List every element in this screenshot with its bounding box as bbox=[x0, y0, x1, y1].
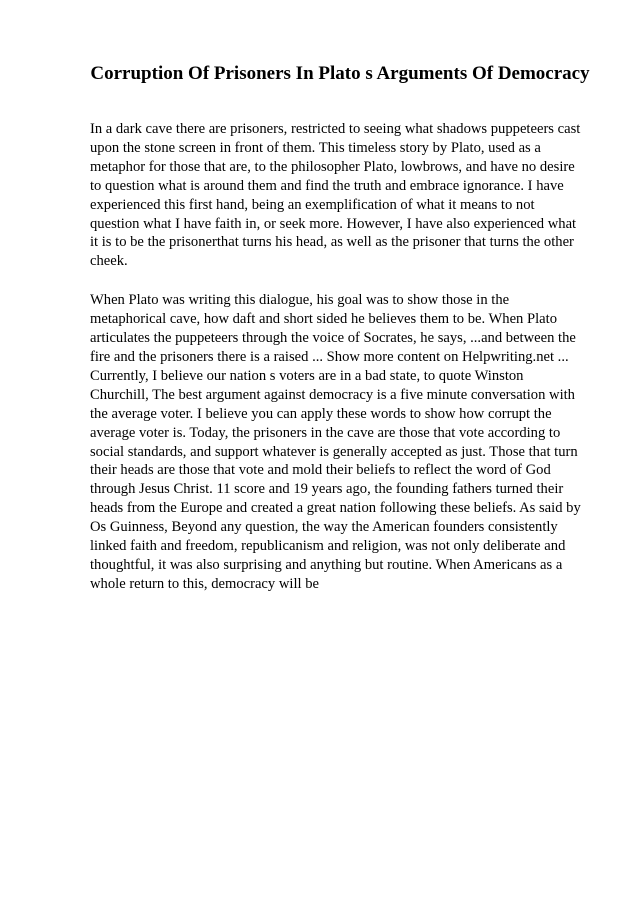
document-title: Corruption Of Prisoners In Plato s Arguments Of Democracy bbox=[90, 63, 590, 84]
paragraph-1: In a dark cave there are prisoners, restricted to seeing what shadows puppeteers cast upon the stone screen in front of them. This timeless story by Plato, used as a metaphor for those that are, to the philosopher Plato, lowbrows, and have no desire to question what is around them and find the truth and embrace ignorance. I have experienced this first hand, being an exemplification of what it means to not question what I have faith in, or seek more. However, I have also experienced what it is to be the prisonerthat turns his head, as well as the prisoner that turns the other cheek. bbox=[90, 121, 581, 270]
paragraph-2: When Plato was writing this dialogue, his goal was to show those in the metaphorical cave, how daft and short sided he believes them to be. When Plato articulates the puppeteers through the voice of Socrates, he says, ...and between the fire and the prisoners there is a raised ... Show more content on Helpwriting.net ... Currently, I believe our nation s voters are in a bad state, to quote Winston Churchill, The best argument against democracy is a five minute conversation with the average voter. I believe you can apply these words to show how corrupt the average voter is. Today, the prisoners in the cave are those that vote according to social standards, and support whatever is generally accepted as just. Those that turn their heads are those that vote and mold their beliefs to reflect the word of God through Jesus Christ. 11 score and 19 years ago, the founding fathers turned their heads from the Europe and created a great nation following these beliefs. As said by Os Guinness, Beyond any question, the way the American founders consistently linked faith and freedom, republicanism and religion, was not only deliberate and thoughtful, it was also surprising and anything but routine. When Americans as a whole return to this, democracy will be bbox=[90, 292, 581, 592]
document-body bbox=[90, 120, 585, 614]
